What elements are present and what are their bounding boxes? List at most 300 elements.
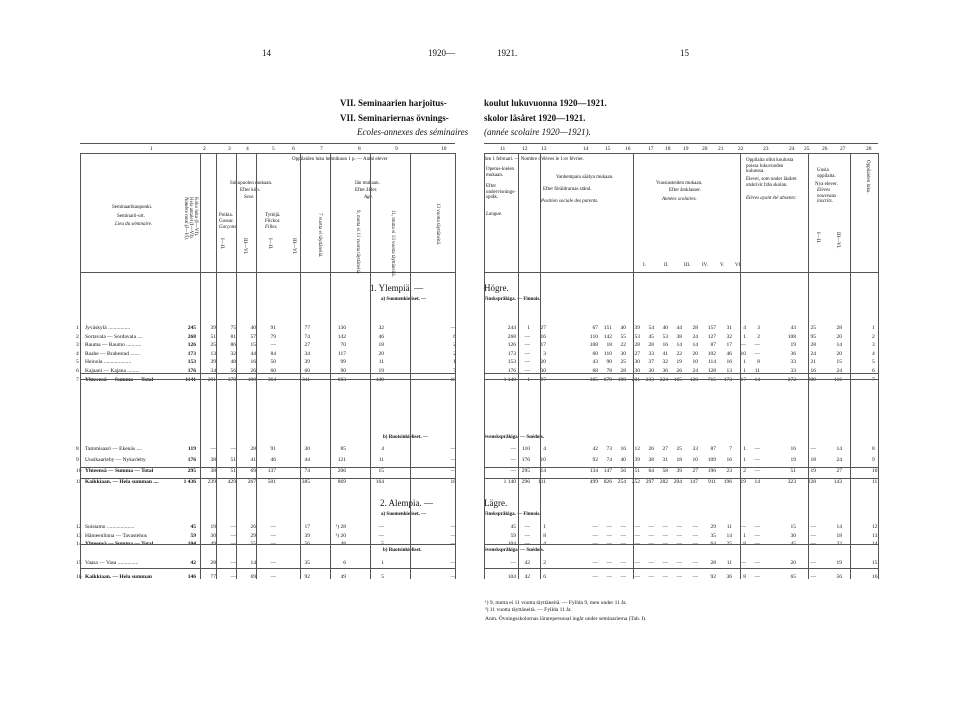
table-cell: 95: [810, 333, 816, 340]
table-cell: 75: [230, 325, 236, 331]
table-cell: 17: [740, 376, 746, 383]
table-cell: 7: [453, 368, 456, 374]
table-cell: 137: [267, 468, 276, 474]
table-cell: 10: [740, 350, 746, 357]
table-cell: 77: [304, 325, 310, 331]
section-lower-sv: Lägre.: [484, 498, 508, 508]
table-cell: 109: [707, 457, 716, 463]
footnote: ²) 11 vuotta täyttäneitä. — Fyllda 11 år.: [485, 607, 572, 613]
colnum: 18: [665, 146, 671, 152]
table-cell: —: [740, 524, 746, 530]
year-right: 1921.: [497, 48, 518, 58]
row-label: Yhteensä — Summa — Total: [85, 541, 154, 548]
table-cell: 36: [662, 368, 668, 374]
section-lower: 2. Alempia. —: [380, 498, 433, 508]
row-number: 9: [76, 457, 79, 463]
table-cell: 28: [810, 342, 816, 349]
rule: [80, 153, 81, 579]
table-cell: 164: [375, 479, 384, 485]
row-number: 1: [872, 325, 875, 331]
table-cell: —: [620, 560, 626, 566]
table-cell: 30: [634, 359, 640, 366]
table-cell: 120: [689, 376, 698, 383]
table-cell: 54: [648, 325, 654, 331]
roman-col: III—VI.: [835, 232, 840, 249]
row-label: Hämeenlinna — Tavastehus: [85, 532, 147, 539]
table-cell: 18: [836, 532, 842, 539]
table-cell: 39: [634, 457, 640, 463]
table-cell: 31: [662, 457, 668, 463]
table-cell: 499: [589, 479, 598, 485]
table-cell: —: [450, 325, 456, 331]
table-cell: 35: [304, 560, 310, 566]
table-cell: 19: [210, 524, 216, 530]
table-cell: 16: [540, 333, 546, 340]
page-number-left: 14: [262, 48, 271, 58]
table-cell: 74: [304, 468, 310, 474]
table-cell: 102: [707, 350, 716, 357]
table-cell: 19: [378, 368, 384, 374]
table-cell: 79: [270, 333, 276, 340]
rule: [80, 568, 455, 569]
table-cell: —: [648, 541, 654, 548]
row-number: 7: [76, 376, 79, 383]
hdr-byage: Iän mukaan.: [355, 181, 380, 186]
table-cell: 40: [620, 325, 626, 331]
table-cell: 826: [603, 479, 612, 485]
table-cell: 14: [692, 342, 698, 349]
row-number: 4: [76, 350, 79, 357]
table-cell: 18: [450, 479, 456, 485]
colnum: 12: [522, 146, 528, 152]
table-cell: ²) 20: [335, 532, 346, 539]
table-cell: 19: [676, 359, 682, 366]
roman-col: I—II.: [815, 232, 820, 244]
table-cell: —: [662, 524, 668, 530]
table-cell: —: [450, 541, 456, 548]
hdr-new: Uusia oppilaita.: [817, 168, 836, 179]
table-cell: 56: [304, 541, 310, 548]
table-cell: 32: [726, 333, 732, 340]
colnum: 17: [648, 146, 654, 152]
table-cell: —: [592, 574, 598, 580]
hdr-byage-fr: Age.: [364, 195, 374, 200]
grade-label: VI.: [735, 263, 742, 268]
table-cell: 45: [790, 541, 796, 548]
table-cell: 14: [754, 479, 760, 485]
table-cell: 91: [270, 325, 276, 331]
rule: [455, 153, 456, 579]
table-cell: 176: [187, 368, 196, 374]
table-cell: 24: [810, 350, 816, 357]
table-cell: 142: [337, 333, 346, 340]
row-number: 14: [872, 541, 878, 548]
section-swedish-sv: Svenskspråkiga. — Suédois.: [484, 435, 545, 440]
hdr-total: Koko luku (I—VI).: [193, 197, 198, 237]
table-cell: 42: [524, 574, 530, 580]
table-cell: 2: [757, 333, 760, 340]
table-cell: —: [270, 560, 276, 566]
title-sv-right: skolor läsåret 1920—1921.: [484, 113, 586, 123]
row-label: Yhteensä — Summa — Total: [85, 376, 154, 383]
grade-label: III.: [684, 263, 691, 268]
table-cell: 59: [190, 532, 196, 539]
table-cell: 1 436: [183, 479, 196, 485]
hdr-date: den 1 februari. — Nombre d'élèves le 1:er février.: [484, 157, 584, 162]
table-cell: 11: [378, 359, 384, 366]
table-cell: 3: [757, 325, 760, 331]
row-number: 10: [872, 468, 878, 474]
table-cell: —: [692, 532, 698, 539]
table-cell: 77: [210, 574, 216, 580]
table-cell: 27: [662, 446, 668, 452]
table-cell: 20: [836, 333, 842, 340]
colnum: 8: [358, 146, 361, 152]
table-cell: 30: [790, 532, 796, 539]
table-cell: 25: [676, 446, 682, 452]
table-cell: 1 140: [503, 479, 516, 485]
table-cell: 60: [304, 368, 310, 374]
table-cell: 254: [617, 479, 626, 485]
table-cell: 19: [810, 468, 816, 474]
table-cell: 41: [662, 350, 668, 357]
table-cell: —: [450, 574, 456, 580]
hdr-seminary: Seminaarikaupunki.: [112, 205, 153, 210]
table-cell: 311: [301, 376, 310, 383]
table-cell: 268: [507, 333, 516, 340]
row-number: 5: [76, 359, 79, 366]
rule: [370, 153, 371, 579]
table-cell: 92: [304, 574, 310, 580]
table-cell: 198: [247, 376, 256, 383]
table-cell: —: [648, 524, 654, 530]
row-number: 2: [872, 333, 875, 340]
table-cell: 295: [521, 468, 530, 474]
table-cell: —: [676, 524, 682, 530]
table-cell: —: [754, 574, 760, 580]
table-cell: 173: [723, 376, 732, 383]
table-cell: 297: [645, 479, 654, 485]
colnum: 26: [822, 146, 828, 152]
hdr-girls-fr: Filles.: [265, 225, 278, 230]
table-cell: 33: [648, 350, 654, 357]
table-cell: 38: [676, 333, 682, 340]
table-cell: 14: [836, 446, 842, 452]
table-cell: 176: [187, 457, 196, 463]
row-label: Kajaani — Kajana .........: [85, 368, 140, 374]
table-cell: —: [754, 560, 760, 566]
rule: [518, 153, 519, 579]
table-cell: 196: [723, 479, 732, 485]
table-cell: 1: [743, 457, 746, 463]
table-cell: 8: [743, 574, 746, 580]
table-cell: 26: [648, 446, 654, 452]
section-upper: 1. Ylempiä. —: [370, 283, 424, 293]
table-cell: 134: [589, 468, 598, 474]
rule: [236, 153, 237, 579]
table-cell: —: [606, 560, 612, 566]
table-cell: —: [606, 524, 612, 530]
table-cell: 228: [807, 479, 816, 485]
rule: [330, 153, 331, 579]
table-cell: 28: [836, 325, 842, 331]
rule: [484, 478, 878, 479]
row-number: 12: [76, 524, 82, 530]
colnum: 4: [246, 146, 249, 152]
table-cell: —: [810, 532, 816, 539]
table-cell: 663: [337, 376, 346, 383]
table-cell: 30: [648, 368, 654, 374]
table-cell: 323: [787, 479, 796, 485]
table-cell: —: [754, 468, 760, 474]
table-cell: —: [754, 446, 760, 452]
table-cell: 24: [836, 457, 842, 463]
table-cell: 296: [521, 479, 530, 485]
table-cell: ¹) 28: [335, 524, 346, 530]
table-cell: 74: [304, 333, 310, 340]
table-cell: 142: [603, 333, 612, 340]
table-cell: 73: [606, 446, 612, 452]
table-cell: 38: [210, 457, 216, 463]
table-cell: 43: [790, 325, 796, 331]
row-number: 1: [76, 325, 79, 331]
table-cell: —: [524, 350, 530, 357]
table-cell: —: [524, 524, 530, 530]
table-cell: 92: [592, 457, 598, 463]
table-cell: 37: [648, 359, 654, 366]
table-cell: 27: [540, 325, 546, 331]
table-cell: —: [524, 541, 530, 548]
hdr-girls-sv: Flickor.: [265, 219, 281, 224]
table-cell: —: [634, 532, 640, 539]
table-cell: 86: [230, 342, 236, 349]
table-cell: 104: [187, 541, 196, 548]
table-cell: 28: [710, 560, 716, 566]
roman-col: III—VI.: [291, 238, 296, 255]
table-cell: —: [450, 560, 456, 566]
table-cell: 365: [589, 376, 598, 383]
table-cell: 869: [337, 479, 346, 485]
table-cell: 5: [381, 541, 384, 548]
row-number: 2: [76, 333, 79, 340]
table-cell: 91: [270, 446, 276, 452]
table-cell: —: [754, 457, 760, 463]
table-cell: —: [524, 342, 530, 349]
table-cell: 1: [527, 376, 530, 383]
table-cell: 24: [692, 368, 698, 374]
table-cell: 11: [754, 368, 760, 374]
table-cell: —: [692, 560, 698, 566]
table-cell: 53: [634, 333, 640, 340]
table-cell: 16: [620, 446, 626, 452]
table-cell: 147: [689, 479, 698, 485]
table-cell: 1: [453, 359, 456, 366]
table-cell: 30: [304, 446, 310, 452]
table-cell: 364: [267, 376, 276, 383]
colnum: 5: [272, 146, 275, 152]
table-cell: 233: [645, 376, 654, 383]
hdr-new-sv: Nya elever.: [815, 182, 838, 187]
title-sv-left: VII. Seminariernas övnings-: [340, 113, 449, 123]
table-cell: 1: [743, 368, 746, 374]
rule: [808, 153, 809, 579]
footnote: ¹) 9, mutta ei 11 vuotta täyttäneitä. — Fyllda 9, men under 11 år.: [485, 600, 627, 606]
section-lower-swedish-sv: Svenskspråkiga. — Suédois.: [484, 548, 545, 553]
section-finnish-sv: Finskspråkiga. — Finnois.: [484, 297, 541, 302]
table-cell: 67: [592, 325, 598, 331]
colnum: 25: [804, 146, 810, 152]
rule: [484, 153, 485, 579]
table-cell: 25: [620, 359, 626, 366]
table-cell: —: [230, 541, 236, 548]
table-cell: 27: [836, 468, 842, 474]
table-cell: 21: [810, 359, 816, 366]
hdr-admitted: Oppilaiden luku helmikuun 1 p. — Antal elever: [292, 157, 388, 162]
table-cell: 1: [743, 333, 746, 340]
table-cell: 15: [790, 524, 796, 530]
table-cell: 2: [543, 560, 546, 566]
table-cell: 679: [603, 376, 612, 383]
table-cell: —: [524, 532, 530, 539]
table-cell: 39: [634, 325, 640, 331]
row-label: Rauma — Raumo ...........: [85, 342, 142, 349]
row-number: 15: [872, 560, 878, 566]
table-cell: 36: [726, 574, 732, 580]
table-cell: 40: [620, 457, 626, 463]
table-cell: 34: [304, 350, 310, 357]
table-cell: 39: [304, 359, 310, 366]
colnum: 10: [441, 146, 447, 152]
table-cell: 18: [810, 457, 816, 463]
table-cell: 110: [603, 350, 612, 357]
row-number: 10: [76, 468, 82, 474]
table-cell: 40: [662, 325, 668, 331]
table-cell: —: [524, 333, 530, 340]
table-cell: 108: [589, 342, 598, 349]
table-cell: 32: [662, 359, 668, 366]
table-cell: 501: [267, 479, 276, 485]
rule: [410, 153, 411, 579]
table-cell: 34: [210, 368, 216, 374]
table-cell: —: [450, 468, 456, 474]
hdr-teachers-fr: Langue.: [486, 212, 503, 217]
hdr-left-school: Oppilaita ollut koulusta poissa lukuvuoden kuluessa.: [746, 158, 794, 175]
table-cell: 30: [210, 532, 216, 539]
row-label: Raahe — Brahestad .......: [85, 350, 140, 357]
hdr-age-11-13: 11, mutta ei 13 vuotta täyttäneitä.: [390, 210, 395, 277]
table-cell: —: [510, 560, 516, 566]
table-cell: 64: [710, 541, 716, 548]
rule: [850, 153, 851, 579]
table-cell: 17: [726, 342, 732, 349]
table-cell: 32: [836, 541, 842, 548]
table-cell: 2: [453, 342, 456, 349]
table-cell: 38: [648, 457, 654, 463]
rule: [216, 153, 217, 579]
table-cell: —: [692, 541, 698, 548]
table-cell: 16: [790, 446, 796, 452]
table-cell: 39: [304, 532, 310, 539]
hdr-teachers: Opetus-kielen mukaan.: [486, 167, 515, 178]
table-cell: —: [810, 574, 816, 580]
table-cell: 39: [676, 468, 682, 474]
table-cell: 111: [538, 479, 546, 485]
colnum: 13: [541, 146, 547, 152]
section-lower-finnish-sv: Finskspråkiga. — Finnois.: [484, 512, 541, 517]
hdr-left-school-sv: Elever, som under läsåret utskrivit från skolan.: [746, 177, 797, 188]
table-cell: 20: [836, 350, 842, 357]
table-cell: —: [450, 532, 456, 539]
table-cell: —: [676, 541, 682, 548]
table-cell: —: [450, 457, 456, 463]
table-cell: 149: [375, 376, 384, 383]
hdr-bysex: Sukupuolen mukaan.: [230, 181, 273, 186]
table-cell: 204: [673, 479, 682, 485]
row-label: Tammisaari — Ekenäs ....: [85, 446, 142, 452]
table-cell: —: [606, 574, 612, 580]
table-cell: 2: [453, 350, 456, 357]
colnum: 21: [718, 146, 724, 152]
table-cell: 121: [337, 457, 346, 463]
colnum: 14: [583, 146, 589, 152]
table-cell: 108: [787, 333, 796, 340]
table-cell: 99: [340, 359, 346, 366]
row-number: 13: [76, 532, 82, 539]
table-cell: —: [592, 524, 598, 530]
table-cell: —: [648, 560, 654, 566]
table-cell: —: [634, 574, 640, 580]
table-cell: —: [510, 457, 516, 463]
table-cell: 11: [378, 457, 384, 463]
table-cell: —: [754, 541, 760, 548]
table-cell: —: [810, 446, 816, 452]
table-cell: 8: [743, 541, 746, 548]
table-cell: 30: [620, 350, 626, 357]
table-cell: 15: [250, 342, 256, 349]
table-cell: —: [210, 446, 216, 452]
section-swedish: b) Ruotsinkieliset. —: [383, 435, 428, 440]
hdr-byage-sv: Efter ålder.: [355, 188, 378, 193]
table-cell: 19: [790, 457, 796, 463]
table-cell: 28: [250, 446, 256, 452]
table-cell: 31: [726, 325, 732, 331]
table-cell: 30: [540, 368, 546, 374]
table-cell: 209: [807, 376, 816, 383]
table-cell: 18: [378, 342, 384, 349]
table-cell: 44: [250, 350, 256, 357]
table-cell: 143: [833, 479, 842, 485]
table-cell: —: [810, 541, 816, 548]
table-cell: —: [592, 541, 598, 548]
table-cell: 176: [507, 368, 516, 374]
rule: [484, 373, 878, 374]
table-cell: 32: [230, 350, 236, 357]
table-cell: 92: [710, 574, 716, 580]
table-cell: —: [662, 574, 668, 580]
row-number: 13: [872, 532, 878, 539]
table-cell: 85: [340, 446, 346, 452]
table-cell: 30: [634, 368, 640, 374]
colnum: 15: [605, 146, 611, 152]
grade-label: V.: [720, 263, 725, 268]
table-cell: 48: [340, 541, 346, 548]
table-cell: 20: [692, 350, 698, 357]
rule: [540, 153, 541, 579]
hdr-seminary-fr: Lieu du séminaire.: [115, 222, 153, 227]
table-cell: 239: [207, 479, 216, 485]
table-cell: 272: [787, 376, 796, 383]
table-cell: 46: [726, 350, 732, 357]
